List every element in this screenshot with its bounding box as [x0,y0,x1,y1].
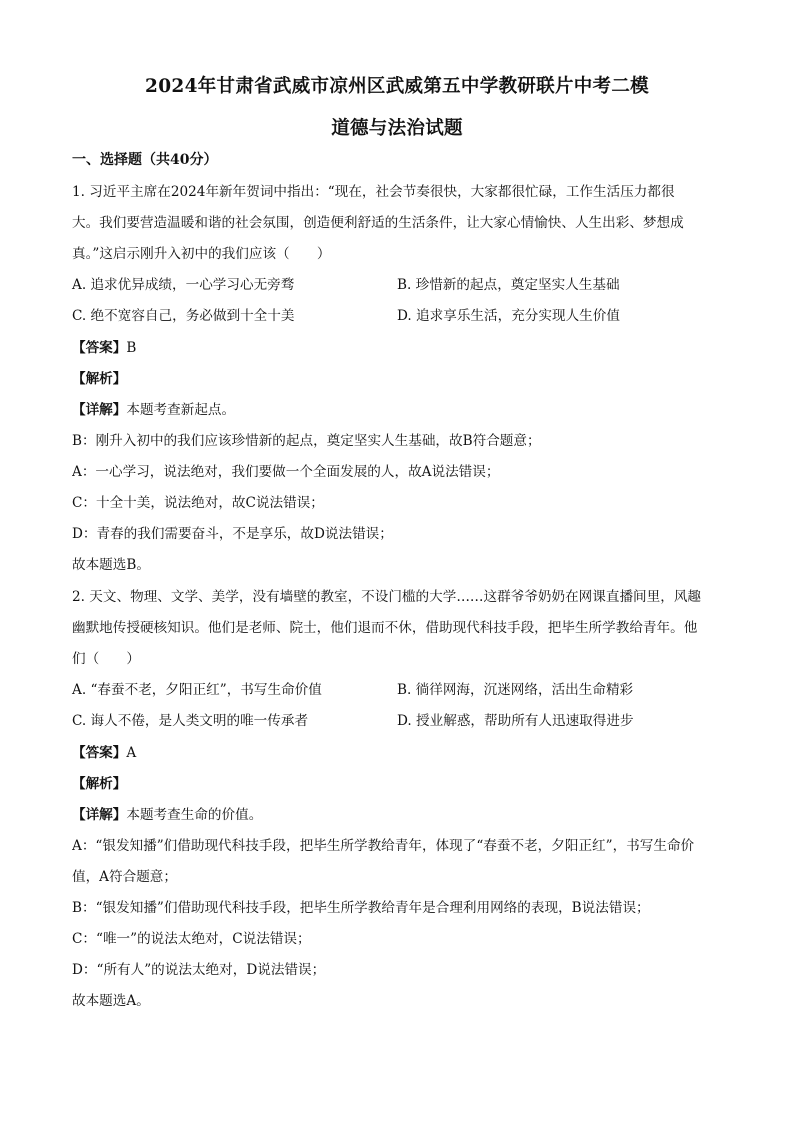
q1-explain-line: D：青春的我们需要奋斗，不是享乐，故D说法错误； [72,526,393,542]
q1-explain-line: C：十全十美，说法绝对，故C说法错误； [72,495,324,511]
answer-value: B [126,340,137,356]
q1-analysis-label: 【解析】 [72,371,127,387]
detail-label: 【详解】 [72,807,127,823]
q2-detail [72,806,732,824]
q1-stem-line: 大。我们要营造温暖和谐的社会氛围，创造便利舒适的生活条件，让大家心情愉快、人生出彩、梦想成 [72,215,684,231]
q2-stem-line: 们（ ） [72,651,140,667]
q2-explain-line: 值，A符合题意； [72,869,177,885]
q1-stem-line: 真。”这启示刚升入初中的我们应该（ ） [72,246,331,262]
detail-text: 本题考查生命的价值。 [126,807,263,823]
q1-option-c: C. 绝不宽容自己，务必做到十全十美 [72,308,295,324]
document-title: 2024年甘肃省武威市凉州区武威第五中学教研联片中考二模 [145,76,649,97]
q1-answer [72,339,732,357]
q2-explain-line: B：“银发知播”们借助现代科技手段，把毕生所学教给青年是合理利用网络的表现，B说法错误； [72,900,650,916]
q1-stem-line: 1. 习近平主席在2024年新年贺词中指出：“现在，社会节奏很快，大家都很忙碌，工作生活压力都很 [72,184,675,200]
q1-conclusion: 故本题选B。 [72,557,150,573]
answer-label: 【答案】 [72,340,127,356]
q1-option-b: B. 珍惜新的起点，奠定坚实人生基础 [397,277,620,293]
q2-option-c: C. 诲人不倦，是人类文明的唯一传承者 [72,713,309,729]
q2-explain-line: D：“所有人”的说法太绝对，D说法错误； [72,962,326,978]
section-heading: 一、选择题（共40分） [72,152,218,168]
q2-explain-line: C：“唯一”的说法太绝对，C说法错误； [72,931,311,947]
q1-detail [72,401,732,419]
q2-conclusion: 故本题选A。 [72,993,150,1009]
answer-value: A [126,745,137,761]
document-subtitle: 道德与法治试题 [331,118,463,139]
answer-label: 【答案】 [72,745,127,761]
q2-analysis-label: 【解析】 [72,776,127,792]
q1-explain-line: B：刚升入初中的我们应该珍惜新的起点，奠定坚实人生基础，故B符合题意； [72,433,541,449]
q1-option-d: D. 追求享乐生活，充分实现人生价值 [397,308,620,324]
detail-label: 【详解】 [72,402,127,418]
q2-option-a: A. “春蚕不老，夕阳正红”，书写生命价值 [72,682,322,698]
q2-stem-line: 幽默地传授硬核知识。他们是老师、院士，他们退而不休，借助现代科技手段，把毕生所学教给青年。他 [72,620,698,636]
q2-option-d: D. 授业解惑，帮助所有人迅速取得进步 [397,713,634,729]
detail-text: 本题考查新起点。 [126,402,236,418]
q2-stem-line: 2. 天文、物理、文学、美学，没有墙壁的教室，不设门槛的大学……这群爷爷奶奶在网课直播间里，风趣 [72,589,702,605]
q1-explain-line: A：一心学习，说法绝对，我们要做一个全面发展的人，故A说法错误； [72,464,500,480]
q2-answer [72,744,732,762]
q2-option-b: B. 徜徉网海，沉迷网络，活出生命精彩 [397,682,634,698]
q2-explain-line: A：“银发知播”们借助现代科技手段，把毕生所学教给青年，体现了“春蚕不老，夕阳正红”，书写生命价 [72,838,695,854]
q1-option-a: A. 追求优异成绩，一心学习心无旁骛 [72,277,295,293]
